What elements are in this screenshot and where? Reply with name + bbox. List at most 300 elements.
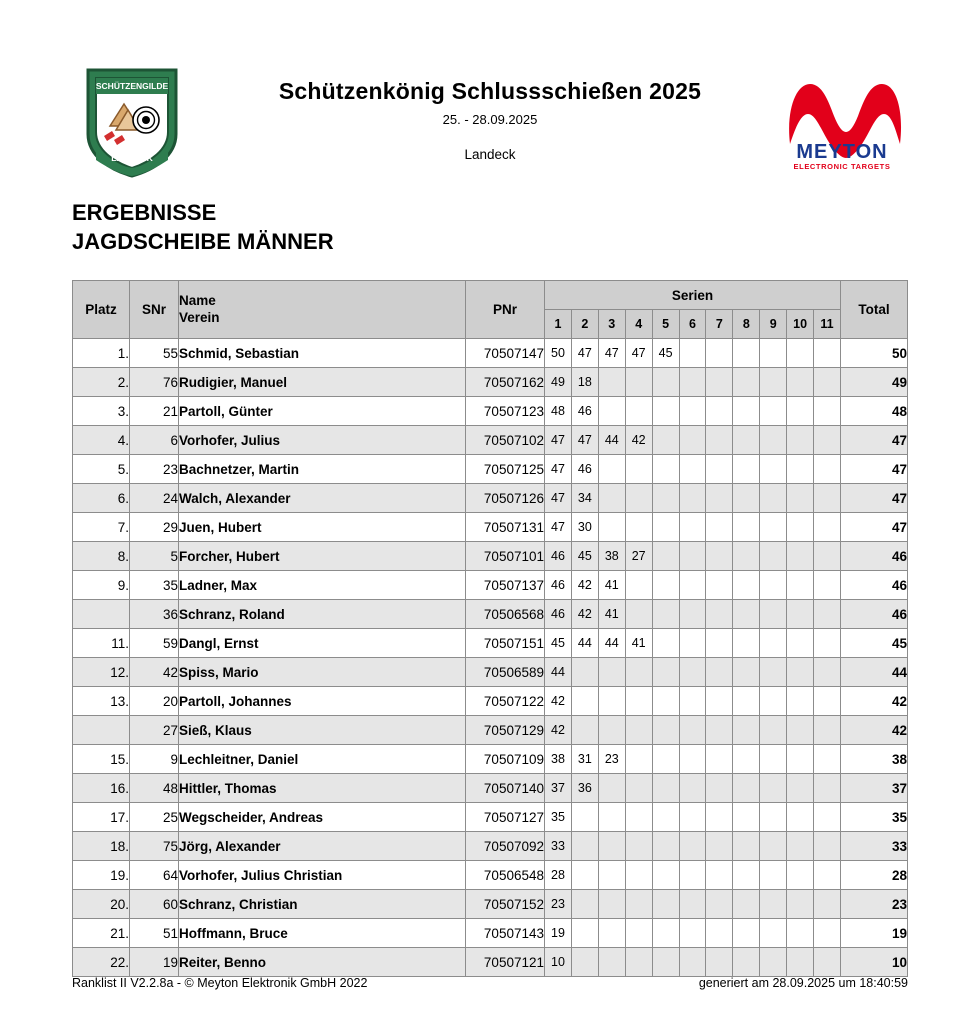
cell-platz: 21. [73, 919, 130, 948]
cell-platz: 19. [73, 861, 130, 890]
cell-serie-6 [679, 339, 706, 368]
cell-serie-1: 42 [545, 716, 572, 745]
cell-serie-11 [814, 948, 841, 977]
cell-serie-6 [679, 774, 706, 803]
cell-serie-9 [760, 861, 787, 890]
table-row [73, 426, 908, 455]
cell-serie-7 [706, 484, 733, 513]
cell-serie-1: 46 [545, 600, 572, 629]
cell-serie-9 [760, 803, 787, 832]
cell-snr: 75 [130, 832, 179, 861]
cell-total: 23 [841, 890, 908, 919]
cell-pnr: 70507101 [466, 542, 545, 571]
cell-serie-4 [625, 513, 652, 542]
cell-name: Hittler, Thomas [179, 774, 466, 803]
cell-serie-4 [625, 948, 652, 977]
cell-serie-9 [760, 658, 787, 687]
cell-serie-7 [706, 687, 733, 716]
cell-serie-1: 35 [545, 803, 572, 832]
cell-pnr: 70507143 [466, 919, 545, 948]
results-heading-line1: ERGEBNISSE [72, 200, 217, 225]
cell-serie-7 [706, 832, 733, 861]
page-title: Schützenkönig Schlussschießen 2025 [278, 78, 702, 104]
cell-platz [73, 716, 130, 745]
cell-platz: 12. [73, 658, 130, 687]
meyton-logo [776, 70, 908, 176]
cell-serie-10 [787, 948, 814, 977]
cell-serie-8 [733, 513, 760, 542]
cell-serie-10 [787, 919, 814, 948]
cell-serie-4 [625, 455, 652, 484]
cell-serie-11 [814, 629, 841, 658]
cell-snr: 59 [130, 629, 179, 658]
cell-name: Dangl, Ernst [179, 629, 466, 658]
cell-serie-2: 18 [571, 368, 598, 397]
cell-serie-10 [787, 397, 814, 426]
cell-serie-4: 47 [625, 339, 652, 368]
cell-serie-6 [679, 658, 706, 687]
cell-pnr: 70507122 [466, 687, 545, 716]
column-header-serie-4: 4 [625, 310, 652, 339]
cell-serie-2: 34 [571, 484, 598, 513]
cell-serie-5 [652, 629, 679, 658]
cell-platz: 3. [73, 397, 130, 426]
cell-pnr: 70507140 [466, 774, 545, 803]
cell-serie-3 [598, 368, 625, 397]
cell-platz: 5. [73, 455, 130, 484]
cell-serie-6 [679, 426, 706, 455]
cell-snr: 36 [130, 600, 179, 629]
cell-name: Vorhofer, Julius Christian [179, 861, 466, 890]
cell-serie-8 [733, 890, 760, 919]
cell-serie-10 [787, 426, 814, 455]
cell-serie-9 [760, 600, 787, 629]
cell-serie-3: 41 [598, 600, 625, 629]
schuetzengilde-landeck-logo [80, 64, 184, 180]
cell-name: Schranz, Roland [179, 600, 466, 629]
cell-serie-6 [679, 803, 706, 832]
cell-serie-9 [760, 397, 787, 426]
cell-pnr: 70507102 [466, 426, 545, 455]
cell-serie-4 [625, 571, 652, 600]
column-header-serie-9: 9 [760, 310, 787, 339]
results-heading [72, 198, 908, 256]
cell-serie-6 [679, 687, 706, 716]
table-row [73, 832, 908, 861]
cell-serie-6 [679, 948, 706, 977]
cell-serie-5 [652, 513, 679, 542]
svg-text:LANDECK: LANDECK [111, 153, 153, 163]
cell-serie-3: 38 [598, 542, 625, 571]
table-body [73, 339, 908, 977]
cell-serie-8 [733, 600, 760, 629]
cell-serie-6 [679, 629, 706, 658]
cell-serie-5 [652, 368, 679, 397]
cell-serie-4 [625, 890, 652, 919]
cell-serie-3: 44 [598, 629, 625, 658]
cell-serie-9 [760, 919, 787, 948]
cell-serie-4 [625, 368, 652, 397]
cell-pnr: 70507109 [466, 745, 545, 774]
cell-pnr: 70507121 [466, 948, 545, 977]
cell-serie-5 [652, 687, 679, 716]
cell-serie-7 [706, 542, 733, 571]
cell-serie-3 [598, 774, 625, 803]
cell-serie-2 [571, 832, 598, 861]
cell-serie-3 [598, 658, 625, 687]
cell-serie-8 [733, 426, 760, 455]
cell-serie-4 [625, 803, 652, 832]
cell-name: Schranz, Christian [179, 890, 466, 919]
cell-serie-6 [679, 368, 706, 397]
table-row [73, 745, 908, 774]
cell-serie-9 [760, 890, 787, 919]
cell-platz: 18. [73, 832, 130, 861]
cell-serie-3 [598, 484, 625, 513]
results-heading-line2: JAGDSCHEIBE MÄNNER [72, 229, 334, 255]
cell-serie-11 [814, 513, 841, 542]
cell-name: Schmid, Sebastian [179, 339, 466, 368]
column-header-serie-8: 8 [733, 310, 760, 339]
cell-snr: 64 [130, 861, 179, 890]
cell-serie-1: 47 [545, 426, 572, 455]
cell-serie-10 [787, 484, 814, 513]
table-row [73, 948, 908, 977]
cell-pnr: 70507125 [466, 455, 545, 484]
cell-serie-8 [733, 484, 760, 513]
cell-name: Reiter, Benno [179, 948, 466, 977]
cell-snr: 51 [130, 919, 179, 948]
column-header-serie-3: 3 [598, 310, 625, 339]
cell-serie-2: 46 [571, 397, 598, 426]
cell-serie-11 [814, 368, 841, 397]
cell-serie-4 [625, 687, 652, 716]
cell-serie-3 [598, 513, 625, 542]
svg-text:ELECTRONIC TARGETS: ELECTRONIC TARGETS [793, 162, 891, 171]
cell-serie-4 [625, 774, 652, 803]
cell-serie-10 [787, 339, 814, 368]
cell-serie-6 [679, 397, 706, 426]
cell-serie-10 [787, 600, 814, 629]
cell-serie-10 [787, 571, 814, 600]
cell-platz: 2. [73, 368, 130, 397]
document-footer [72, 976, 908, 990]
cell-pnr: 70506548 [466, 861, 545, 890]
cell-serie-1: 47 [545, 513, 572, 542]
cell-serie-10 [787, 368, 814, 397]
column-header-name: Name [179, 293, 216, 309]
cell-pnr: 70506589 [466, 658, 545, 687]
cell-pnr: 70507151 [466, 629, 545, 658]
cell-serie-8 [733, 658, 760, 687]
cell-name: Jörg, Alexander [179, 832, 466, 861]
cell-serie-9 [760, 426, 787, 455]
cell-serie-6 [679, 890, 706, 919]
table-row [73, 368, 908, 397]
cell-total: 33 [841, 832, 908, 861]
cell-serie-11 [814, 687, 841, 716]
cell-snr: 42 [130, 658, 179, 687]
cell-serie-5 [652, 948, 679, 977]
cell-name: Partoll, Günter [179, 397, 466, 426]
cell-serie-8 [733, 339, 760, 368]
cell-snr: 48 [130, 774, 179, 803]
cell-serie-1: 28 [545, 861, 572, 890]
cell-serie-2: 45 [571, 542, 598, 571]
cell-serie-11 [814, 600, 841, 629]
table-row [73, 716, 908, 745]
cell-name: Rudigier, Manuel [179, 368, 466, 397]
table-row [73, 658, 908, 687]
cell-serie-11 [814, 455, 841, 484]
table-row [73, 542, 908, 571]
document-header [72, 52, 908, 170]
cell-total: 35 [841, 803, 908, 832]
cell-platz: 7. [73, 513, 130, 542]
cell-serie-7 [706, 455, 733, 484]
cell-pnr: 70507131 [466, 513, 545, 542]
table-row [73, 600, 908, 629]
cell-serie-10 [787, 455, 814, 484]
cell-serie-11 [814, 716, 841, 745]
cell-pnr: 70507092 [466, 832, 545, 861]
table-row [73, 774, 908, 803]
cell-serie-2: 36 [571, 774, 598, 803]
cell-serie-1: 47 [545, 455, 572, 484]
cell-snr: 55 [130, 339, 179, 368]
cell-serie-11 [814, 774, 841, 803]
cell-serie-10 [787, 745, 814, 774]
table-row [73, 455, 908, 484]
cell-serie-2: 47 [571, 426, 598, 455]
table-row [73, 339, 908, 368]
cell-total: 10 [841, 948, 908, 977]
cell-serie-2 [571, 716, 598, 745]
cell-serie-7 [706, 890, 733, 919]
cell-serie-3 [598, 890, 625, 919]
cell-serie-9 [760, 716, 787, 745]
cell-serie-8 [733, 571, 760, 600]
column-header-serie-10: 10 [787, 310, 814, 339]
cell-serie-7 [706, 339, 733, 368]
cell-name: Lechleitner, Daniel [179, 745, 466, 774]
cell-serie-9 [760, 455, 787, 484]
cell-serie-9 [760, 542, 787, 571]
cell-serie-2: 30 [571, 513, 598, 542]
cell-serie-8 [733, 368, 760, 397]
cell-serie-3: 41 [598, 571, 625, 600]
cell-serie-4 [625, 716, 652, 745]
cell-serie-9 [760, 368, 787, 397]
cell-serie-2: 46 [571, 455, 598, 484]
cell-serie-1: 19 [545, 919, 572, 948]
cell-serie-8 [733, 803, 760, 832]
cell-platz: 8. [73, 542, 130, 571]
cell-serie-7 [706, 861, 733, 890]
cell-serie-5 [652, 774, 679, 803]
cell-serie-1: 50 [545, 339, 572, 368]
cell-serie-3 [598, 832, 625, 861]
column-header-serie-1: 1 [545, 310, 572, 339]
cell-serie-8 [733, 687, 760, 716]
cell-serie-5 [652, 484, 679, 513]
cell-serie-2: 47 [571, 339, 598, 368]
table-row [73, 919, 908, 948]
cell-pnr: 70507129 [466, 716, 545, 745]
table-row [73, 513, 908, 542]
cell-serie-4 [625, 600, 652, 629]
cell-snr: 27 [130, 716, 179, 745]
cell-serie-4 [625, 484, 652, 513]
cell-serie-5 [652, 658, 679, 687]
cell-total: 49 [841, 368, 908, 397]
cell-serie-7 [706, 774, 733, 803]
cell-total: 47 [841, 484, 908, 513]
column-header-total: Total [841, 281, 908, 339]
cell-pnr: 70506568 [466, 600, 545, 629]
cell-serie-3 [598, 716, 625, 745]
table-head [73, 281, 908, 339]
cell-serie-11 [814, 542, 841, 571]
table-row [73, 803, 908, 832]
cell-serie-5 [652, 426, 679, 455]
cell-snr: 29 [130, 513, 179, 542]
cell-serie-1: 10 [545, 948, 572, 977]
cell-name: Hoffmann, Bruce [179, 919, 466, 948]
cell-platz: 1. [73, 339, 130, 368]
cell-serie-8 [733, 455, 760, 484]
cell-serie-9 [760, 513, 787, 542]
cell-serie-3 [598, 455, 625, 484]
cell-platz: 6. [73, 484, 130, 513]
cell-serie-6 [679, 542, 706, 571]
cell-snr: 76 [130, 368, 179, 397]
cell-serie-9 [760, 629, 787, 658]
cell-serie-9 [760, 484, 787, 513]
table-row [73, 890, 908, 919]
event-location: Landeck [464, 147, 516, 162]
cell-serie-7 [706, 571, 733, 600]
cell-serie-6 [679, 745, 706, 774]
cell-serie-7 [706, 948, 733, 977]
cell-serie-6 [679, 484, 706, 513]
cell-serie-5 [652, 832, 679, 861]
cell-name: Walch, Alexander [179, 484, 466, 513]
cell-name: Wegscheider, Andreas [179, 803, 466, 832]
cell-serie-9 [760, 687, 787, 716]
column-header-serie-7: 7 [706, 310, 733, 339]
cell-serie-11 [814, 484, 841, 513]
cell-name: Forcher, Hubert [179, 542, 466, 571]
cell-total: 38 [841, 745, 908, 774]
cell-serie-2 [571, 658, 598, 687]
cell-serie-5 [652, 716, 679, 745]
cell-snr: 21 [130, 397, 179, 426]
cell-serie-7 [706, 745, 733, 774]
cell-serie-6 [679, 513, 706, 542]
cell-serie-7 [706, 919, 733, 948]
cell-serie-10 [787, 629, 814, 658]
cell-serie-2 [571, 919, 598, 948]
cell-platz: 13. [73, 687, 130, 716]
cell-serie-7 [706, 397, 733, 426]
cell-serie-5 [652, 397, 679, 426]
cell-serie-6 [679, 571, 706, 600]
cell-serie-9 [760, 948, 787, 977]
cell-serie-5 [652, 919, 679, 948]
cell-total: 19 [841, 919, 908, 948]
cell-serie-10 [787, 542, 814, 571]
cell-serie-4 [625, 832, 652, 861]
cell-serie-1: 44 [545, 658, 572, 687]
event-dates: 25. - 28.09.2025 [442, 112, 538, 127]
cell-total: 48 [841, 397, 908, 426]
column-header-verein: Verein [179, 309, 220, 325]
cell-serie-5 [652, 571, 679, 600]
cell-total: 42 [841, 687, 908, 716]
cell-pnr: 70507137 [466, 571, 545, 600]
cell-serie-11 [814, 861, 841, 890]
cell-serie-1: 46 [545, 542, 572, 571]
cell-serie-7 [706, 716, 733, 745]
cell-snr: 60 [130, 890, 179, 919]
cell-serie-11 [814, 658, 841, 687]
cell-serie-6 [679, 861, 706, 890]
cell-serie-8 [733, 716, 760, 745]
cell-total: 50 [841, 339, 908, 368]
table-row [73, 861, 908, 890]
cell-serie-2: 42 [571, 600, 598, 629]
column-header-snr: SNr [130, 281, 179, 339]
cell-snr: 9 [130, 745, 179, 774]
cell-name: Vorhofer, Julius [179, 426, 466, 455]
cell-serie-10 [787, 803, 814, 832]
cell-serie-7 [706, 600, 733, 629]
svg-text:MEYTON: MEYTON [796, 141, 888, 163]
cell-serie-11 [814, 890, 841, 919]
cell-serie-11 [814, 339, 841, 368]
cell-total: 47 [841, 513, 908, 542]
cell-serie-1: 42 [545, 687, 572, 716]
cell-serie-2 [571, 803, 598, 832]
cell-snr: 6 [130, 426, 179, 455]
cell-serie-5 [652, 542, 679, 571]
cell-platz: 11. [73, 629, 130, 658]
cell-serie-3 [598, 803, 625, 832]
cell-total: 47 [841, 455, 908, 484]
cell-total: 46 [841, 542, 908, 571]
cell-serie-10 [787, 890, 814, 919]
cell-serie-11 [814, 397, 841, 426]
cell-pnr: 70507123 [466, 397, 545, 426]
cell-serie-7 [706, 803, 733, 832]
cell-serie-1: 23 [545, 890, 572, 919]
cell-snr: 24 [130, 484, 179, 513]
cell-snr: 23 [130, 455, 179, 484]
cell-serie-8 [733, 397, 760, 426]
cell-serie-3 [598, 948, 625, 977]
cell-serie-6 [679, 716, 706, 745]
cell-serie-10 [787, 716, 814, 745]
column-header-platz: Platz [73, 281, 130, 339]
column-header-serie-11: 11 [814, 310, 841, 339]
cell-serie-7 [706, 658, 733, 687]
cell-serie-8 [733, 745, 760, 774]
cell-serie-4 [625, 658, 652, 687]
cell-serie-2 [571, 687, 598, 716]
cell-serie-2: 42 [571, 571, 598, 600]
cell-serie-5: 45 [652, 339, 679, 368]
